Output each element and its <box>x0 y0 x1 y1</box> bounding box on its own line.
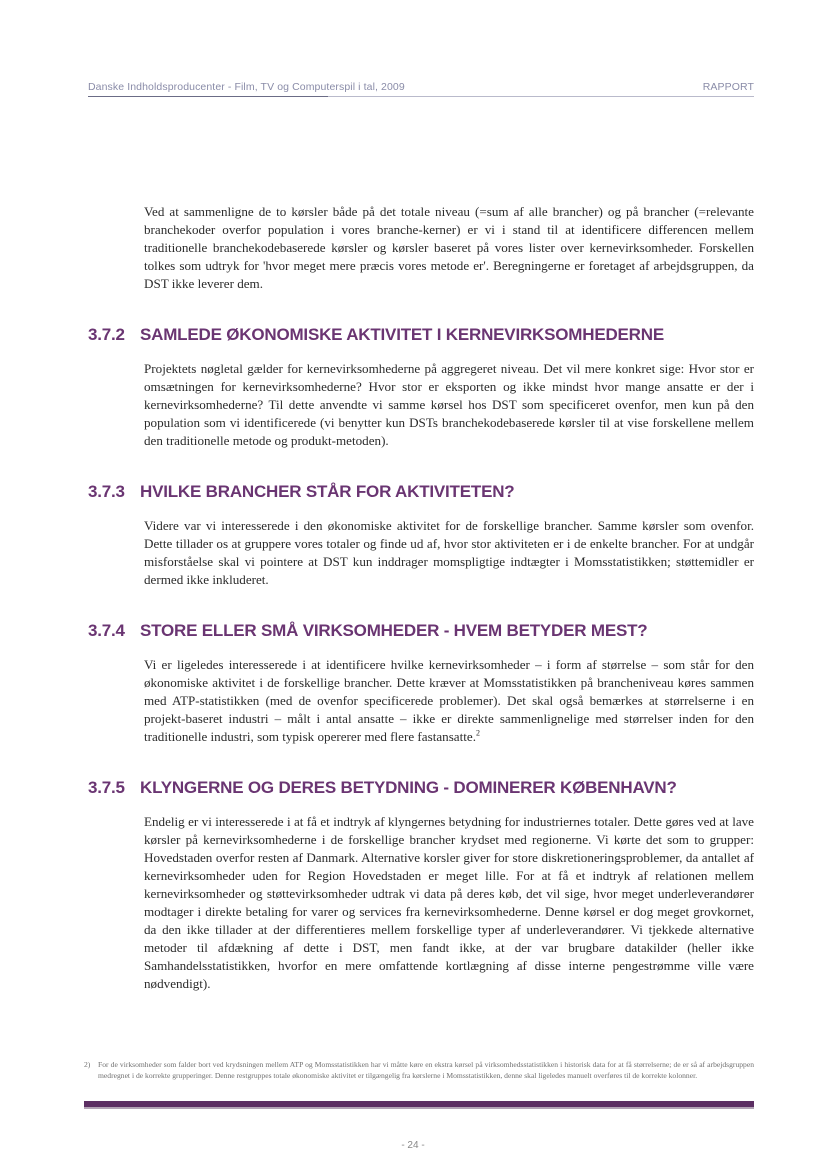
section-body-3-7-2: Projektets nøgletal gælder for kernevirksomhederne på aggregeret niveau. Det vil mere konkret sige: Hvor stor er omsætningen for kernevirksomhederne? Hvor stor er eksporten og ikke mindst hvor mange ansatte er der i kernevirksomhederne? Til dette anvendte vi samme kørsel hos DST som specificeret ovenfor, men kun på den population som vi identificerede (vi benytter kun DSTs branchekodebaserede kørsler til at vise forskellene mellem den traditionelle metode og produkt-metoden). <box>144 361 754 448</box>
page-number: - 24 - <box>401 1140 425 1151</box>
section-body-text: Vi er ligeledes interesserede i at identificere hvilke kernevirksomheder – i form af størrelse – som står for den økonomiske aktivitet i de forskellige brancher. Dette kræver at Momsstatistikken på brancheniveau køres sammen med ATP-statistikken (med de ovenfor specificerede problemer). Det skal også bemærkes at størrelserne i en projekt-baseret industri – målt i antal ansatte – ikke er direkte sammenlignelige med størrelser inden for den traditionelle industri, som typisk opererer med flere fastansatte. <box>144 657 754 744</box>
section-number: 3.7.4 <box>88 621 125 640</box>
section-title: KLYNGERNE OG DERES BETYDNING - DOMINERER KØBENHAVN? <box>140 778 677 797</box>
footnote-number: 2) <box>84 1060 91 1069</box>
header-label: RAPPORT <box>702 81 754 93</box>
section-number: 3.7.3 <box>88 482 125 501</box>
section-heading-3-7-5 <box>88 778 754 798</box>
section-body-3-7-5: Endelig er vi interesserede i at få et indtryk af klyngernes betydning for industriernes totaler. Dette gøres ved at lave kørsler på kernevirksomhederne i de forskellige brancher krydset med regionerne. Vi kørte det som to grupper: Hovedstaden overfor resten af Danmark. Alternative korsler giver for store diskretioneringsproblemer, da antallet af kernevirksomheder uden for Region Hovedstaden er meget lille. For at få et indtryk af relationen mellem kernevirksomheder og støttevirksomheder udtrak vi data på deres køb, det vil sige, hvor meget underleverandører modtager i direkte betaling for varer og services fra kernevirksomhederne. Denne kørsel er dog meget grovkornet, da den ikke tillader at der differentieres mellem forskellige typer af underleverandører. Vi tjekkede alternative metoder til afdækning af dette i DST, men fandt ikke, at der var brugbare datakilder (heller ikke Samhandelsstatistikken, hvorfor en mere omfattende kortlægning af disse interne pengestrømme ville være nødvendigt). <box>144 814 754 991</box>
section-heading-3-7-4 <box>88 621 754 641</box>
page-body <box>88 203 754 993</box>
section-title: STORE ELLER SMÅ VIRKSOMHEDER - HVEM BETYDER MEST? <box>140 621 648 640</box>
section-body-3-7-3: Videre var vi interesserede i den økonomiske aktivitet for de forskellige brancher. Samme kørsler som ovenfor. Dette tillader os at gruppere vores totaler og finde ud af, hvor stor aktiviteten er i de enkelte brancher. For at undgår misforståelse skal vi pointere at DST kun inddrager momspligtige indtægter i Momsstatistikken; støttemidler er dermed ikke inkluderet. <box>144 518 754 587</box>
section-title: SAMLEDE ØKONOMISKE AKTIVITET I KERNEVIRKSOMHEDERNE <box>140 325 664 344</box>
footnote-ref: 2 <box>475 728 480 738</box>
header-rule-accent <box>88 96 328 97</box>
header-title: Danske Indholdsproducenter - Film, TV og Computerspil i tal, 2009 <box>88 81 405 93</box>
footer-bar-shadow <box>84 1107 754 1109</box>
section-body-3-7-4 <box>144 656 754 746</box>
section-number: 3.7.5 <box>88 778 125 797</box>
footnote <box>84 1059 754 1081</box>
section-heading-3-7-2 <box>88 325 754 345</box>
footnote-text: For de virksomheder som falder bort ved krydsningen mellem ATP og Momsstatistikken har vi måtte køre en ekstra kørsel på virksomhedsstatistikken i historisk data for at få størrelserne; de er så af arbejdsgruppen medregnet i de korrekte grupperinger. Denne restgruppes totale økonomiske aktivitet er tilgængelig fra kørslerne i Momsstatistikken, denne skal ligeledes manuelt overføres til de korrekte kolonner. <box>98 1060 754 1080</box>
section-number: 3.7.2 <box>88 325 125 344</box>
section-heading-3-7-3 <box>88 482 754 502</box>
intro-paragraph: Ved at sammenligne de to kørsler både på det totale niveau (=sum af alle brancher) og på brancher (=relevante branchekoder overfor population i vores branche-kerner) er vi i stand til at identificere differencen mellem traditionelle branchekodebaserede kørsler og kørsler baseret på vores lister over kernevirksomheder. Forskellen tolkes som udtryk for 'hvor meget mere præcis vores metode er'. Beregningerne er foretaget af arbejdsgruppen, da DST ikke leverer dem. <box>144 204 754 291</box>
section-title: HVILKE BRANCHER STÅR FOR AKTIVITETEN? <box>140 482 515 501</box>
